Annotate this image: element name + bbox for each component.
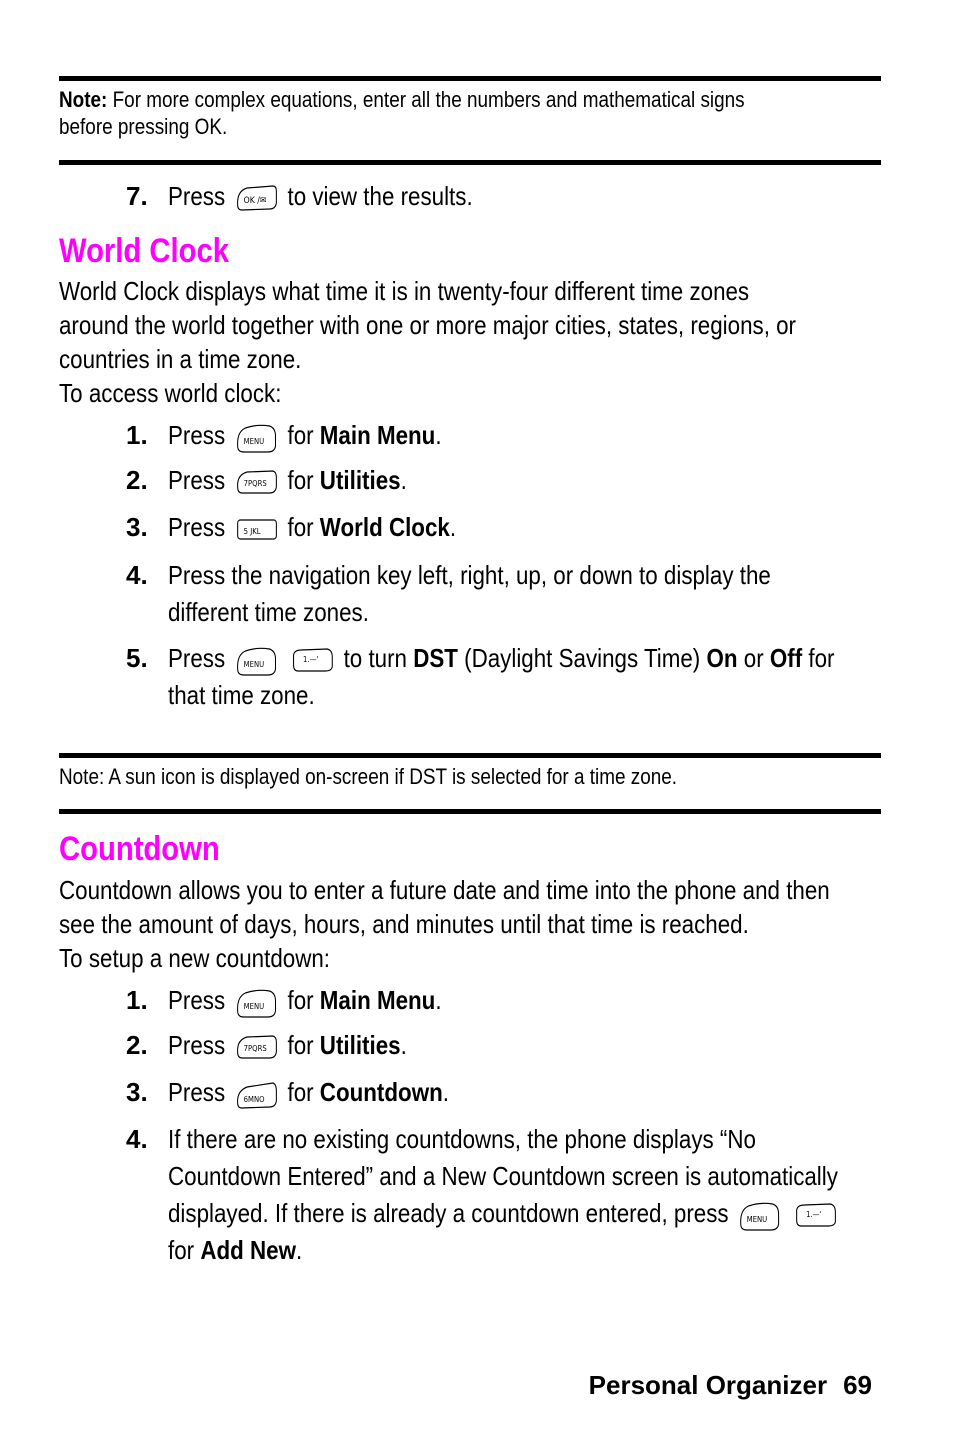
one-key-icon (794, 1202, 837, 1228)
top-rule (59, 76, 881, 81)
menu-key-icon (235, 989, 278, 1015)
note-label: Note: (59, 87, 108, 112)
note2-top-rule (59, 753, 881, 758)
note-dst-sun-icon: Note: A sun icon is displayed on-screen if DST is selected for a time zone. (59, 764, 678, 789)
one-key-icon (291, 647, 334, 673)
section-title: Personal Organizer (588, 1370, 828, 1400)
ok-key-icon (235, 185, 278, 211)
svg-text:MENU: MENU (746, 1214, 768, 1225)
page-footer (589, 1370, 872, 1401)
world-clock-description: World Clock displays what time it is in twenty-four different time zones around the world together with one or more major cities, states, regions, or countries in a time zone. To access world clock: (59, 276, 797, 408)
svg-text:7PQRS: 7PQRS (243, 1043, 267, 1054)
seven-key-icon (235, 469, 278, 495)
countdown-heading: Countdown (59, 830, 220, 868)
svg-text:1.—': 1.—' (302, 654, 319, 665)
page-number: 69 (843, 1370, 872, 1400)
note-complex-equations: Note: For more complex equations, enter all the numbers and mathematical signs before pressing OK. (59, 87, 745, 139)
note2-bottom-rule (59, 809, 881, 814)
svg-text:MENU: MENU (243, 1001, 264, 1012)
six-key-icon (235, 1081, 278, 1107)
svg-text:MENU: MENU (243, 436, 264, 447)
svg-text:6MNO: 6MNO (243, 1094, 265, 1105)
five-key-icon (235, 516, 278, 542)
svg-text:MENU: MENU (243, 659, 264, 670)
svg-text:5 JKL: 5 JKL (243, 526, 261, 537)
seven-key-icon (235, 1034, 278, 1060)
note-bottom-rule (59, 160, 881, 165)
svg-text:OK /✉: OK /✉ (243, 194, 267, 206)
menu-key-icon (235, 424, 278, 450)
countdown-description: Countdown allows you to enter a future date and time into the phone and then see the amount of days, hours, and minutes until that time is reached. To setup a new countdown: (59, 875, 830, 973)
menu-key-icon (738, 1202, 781, 1228)
world-clock-heading: World Clock (59, 232, 230, 270)
menu-key-icon (235, 647, 278, 673)
svg-text:1.—': 1.—' (806, 1209, 822, 1220)
svg-text:7PQRS: 7PQRS (243, 478, 267, 489)
